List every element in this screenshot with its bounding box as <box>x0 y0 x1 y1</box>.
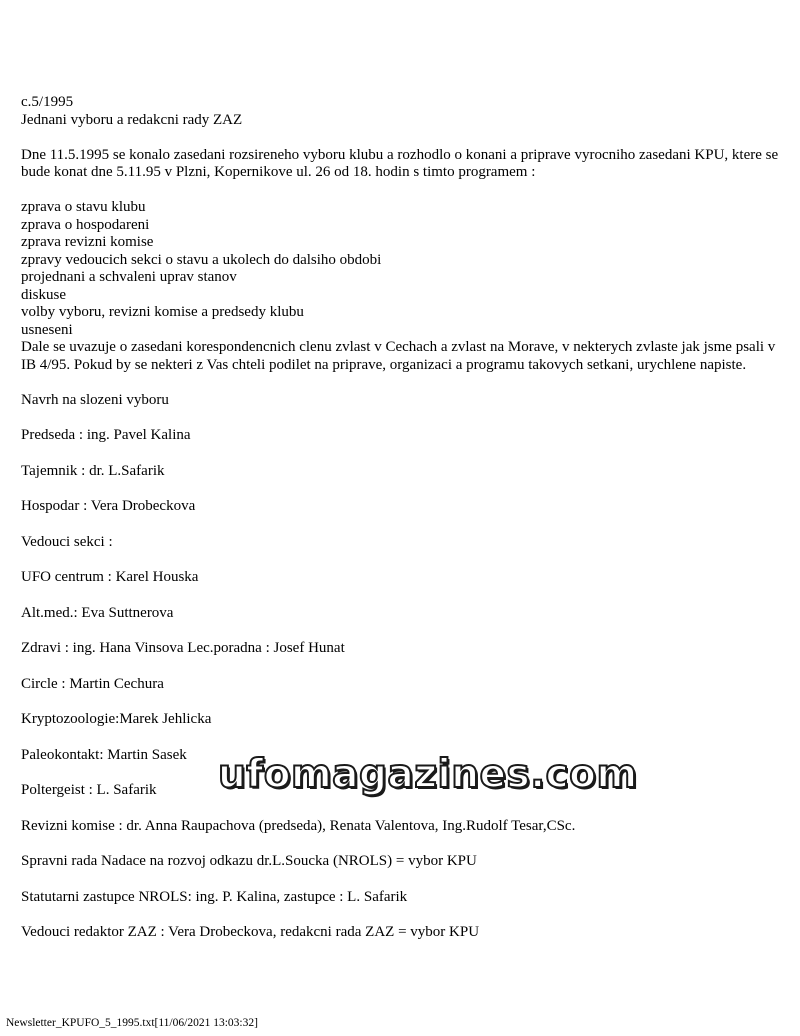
program-item: volby vyboru, revizni komise a predsedy klubu <box>21 304 304 320</box>
note-paragraph: Dale se uvazuje o zasedani korespondencnich clenu zvlast v Cechach a zvlast na Morave, v nekterych zvlaste jak jsme psali v IB 4/95. Pokud by se nekteri z Vas chteli podilet na priprave, organizaci a programu takovych setkani, urychlene napiste. <box>21 339 776 373</box>
page-footer: Newsletter_KPUFO_5_1995.txt[11/06/2021 13:03:32] <box>6 1017 258 1029</box>
program-item: usneseni <box>21 321 73 338</box>
program-item: zprava o stavu klubu <box>21 199 146 215</box>
program-item: zprava o hospodareni <box>21 216 150 233</box>
entry: Alt.med.: Eva Suttnerova <box>21 604 174 621</box>
program-item: diskuse <box>21 286 66 303</box>
entry: Revizni komise : dr. Anna Raupachova (predseda), Renata Valentova, Ing.Rudolf Tesar,CSc. <box>21 817 576 834</box>
entry: Vedouci sekci : <box>21 533 113 550</box>
program-item: projednani a schvaleni uprav stanov <box>21 269 237 285</box>
entry: Vedouci redaktor ZAZ : Vera Drobeckova, redakcni rada ZAZ = vybor KPU <box>21 924 480 940</box>
entry: Paleokontakt: Martin Sasek <box>21 746 187 763</box>
issue-number: c.5/1995 <box>21 94 74 110</box>
program-item: zpravy vedoucich sekci o stavu a ukolech do dalsiho obdobi <box>21 251 382 268</box>
watermark-text: ufomagazines.com <box>218 752 638 797</box>
entry: Spravni rada Nadace na rozvoj odkazu dr.L.Soucka (NROLS) = vybor KPU <box>21 853 477 869</box>
proposal-title: Navrh na slozeni vyboru <box>21 391 169 408</box>
entry: Hospodar : Vera Drobeckova <box>21 498 196 514</box>
program-item: zprava revizni komise <box>21 234 154 250</box>
entry: Circle : Martin Cechura <box>21 675 164 692</box>
entry: Zdravi : ing. Hana Vinsova Lec.poradna : Josef Hunat <box>21 640 345 656</box>
entry: UFO centrum : Karel Houska <box>21 569 199 585</box>
entry: Kryptozoologie:Marek Jehlicka <box>21 711 212 727</box>
document-heading: Jednani vyboru a redakcni rady ZAZ <box>21 111 243 128</box>
document-body <box>21 94 781 942</box>
entry: Statutarni zastupce NROLS: ing. P. Kalina, zastupce : L. Safarik <box>21 888 408 905</box>
intro-paragraph: Dne 11.5.1995 se konalo zasedani rozsireneho vyboru klubu a rozhodlo o konani a priprave vyrocniho zasedani KPU, ktere se bude konat dne 5.11.95 v Plzni, Kopernikove ul. 26 od 18. hodin s timto programem : <box>21 146 779 180</box>
entry: Predseda : ing. Pavel Kalina <box>21 427 191 443</box>
program-list <box>21 199 781 339</box>
entry: Poltergeist : L. Safarik <box>21 782 157 798</box>
entry: Tajemnik : dr. L.Safarik <box>21 462 165 479</box>
